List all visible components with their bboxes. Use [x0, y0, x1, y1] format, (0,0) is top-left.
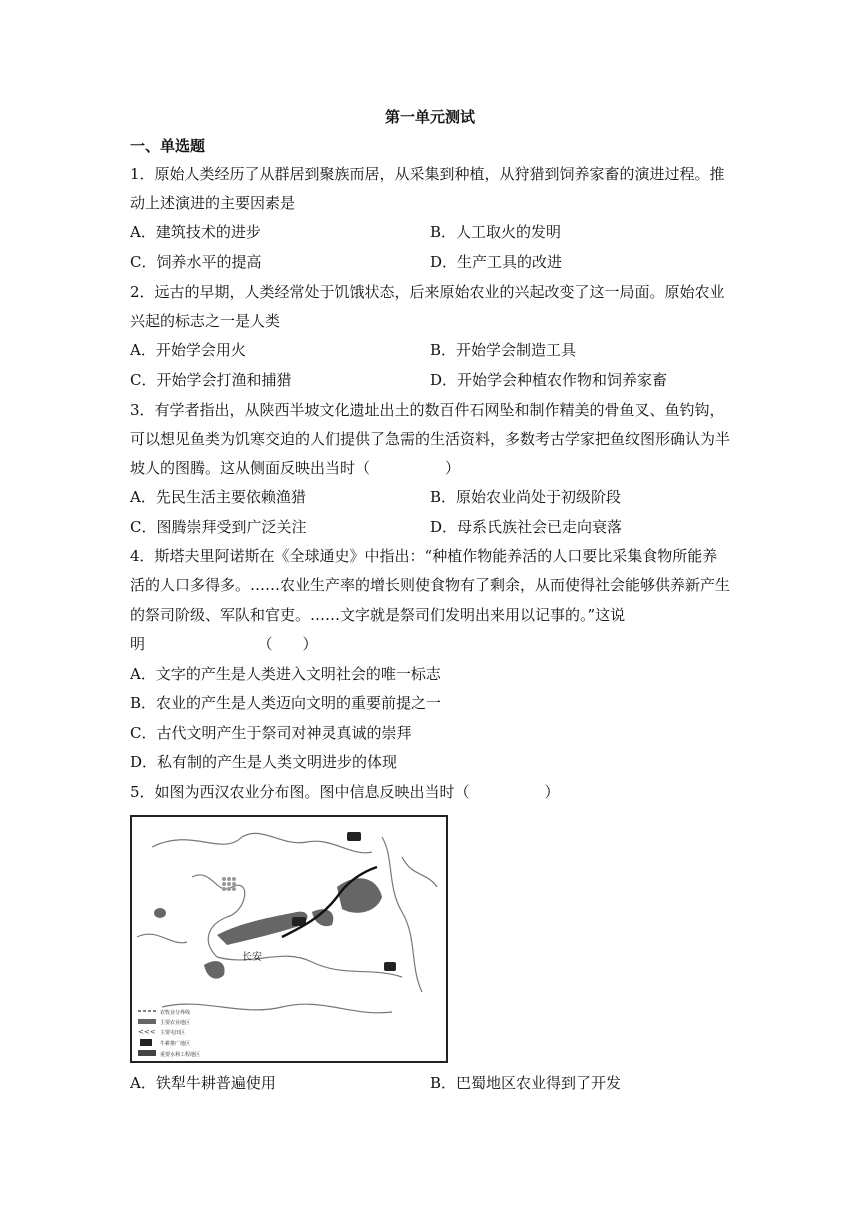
q4-option-d: D．私有制的产生是人类文明进步的体现 [130, 753, 398, 771]
main-agricultural-areas [154, 878, 382, 978]
q1-stem-line1: 1．原始人类经历了从群居到聚族而居，从采集到种植，从狩猎到饲养家畜的演进过程。推 [130, 165, 725, 183]
q4-stem-line4: 明 （ ） [130, 635, 318, 653]
q3-option-a: A．先民生活主要依赖渔猎 [130, 488, 306, 506]
svg-text:<<<: <<< [138, 1028, 156, 1036]
q2-option-a: A．开始学会用火 [130, 341, 246, 359]
map-legend [138, 1009, 200, 1058]
q2-stem-line2: 兴起的标志之一是人类 [130, 312, 281, 330]
q3-option-d: D．母系氏族社会已走向衰落 [430, 518, 623, 536]
legend-item-boundary: 农牧业分界线 [160, 1010, 191, 1016]
q1-stem-line2: 动上述演进的主要因素是 [130, 194, 296, 212]
q1-option-a: A．建筑技术的进步 [130, 223, 261, 241]
q5-stem-line1: 5．如图为西汉农业分布图。图中信息反映出当时（ ） [130, 783, 560, 801]
q3-stem-line1: 3．有学者指出，从陕西半坡文化遗址出土的数百件石网坠和制作精美的骨鱼叉、鱼钓钩， [130, 401, 725, 419]
q3-option-c: C．图腾崇拜受到广泛关注 [130, 518, 307, 536]
legend-item-tuntian: 主要屯田区 [160, 1030, 186, 1036]
legend-item-water: 重要水利工程地区 [160, 1052, 201, 1058]
q4-stem-line3: 的祭司阶级、军队和官吏。……文字就是祭司们发明出来用以记事的。”这说 [130, 606, 626, 624]
tuntian-areas [222, 877, 236, 891]
q4-stem-line1: 4．斯塔夫里阿诺斯在《全球通史》中指出：“种植作物能养活的人口要比采集食物所能养 [130, 547, 718, 565]
q1-option-c: C．饲养水平的提高 [130, 253, 262, 271]
q3-stem-line2: 可以想见鱼类为饥寒交迫的人们提供了急需的生活资料，多数考古学家把鱼纹图形确认为半 [130, 430, 731, 448]
page-title: 第一单元测试 [384, 108, 475, 126]
q4-stem-line2: 活的人口多得多。……农业生产率的增长则使食物有了剩余，从而使得社会能够供养新产生 [130, 576, 731, 594]
q2-option-c: C．开始学会打渔和捕猎 [130, 371, 292, 389]
q1-option-d: D．生产工具的改进 [430, 253, 563, 271]
q5-option-a: A．铁犁牛耕普遍使用 [130, 1074, 276, 1092]
western-han-agriculture-map [130, 815, 448, 1063]
q4-option-a: A．文字的产生是人类进入文明社会的唯一标志 [130, 665, 441, 683]
legend-item-ox: 牛耕推广地区 [160, 1041, 191, 1047]
section-heading: 一、单选题 [130, 137, 206, 155]
q5-option-b: B．巴蜀地区农业得到了开发 [430, 1074, 622, 1092]
q2-option-b: B．开始学会制造工具 [430, 341, 577, 359]
changan-label: 长安 [242, 952, 262, 963]
q4-option-c: C．古代文明产生于祭司对神灵真诚的崇拜 [130, 724, 412, 742]
q2-option-d: D．开始学会种植农作物和饲养家畜 [430, 371, 668, 389]
legend-item-agri: 主要农业地区 [160, 1020, 191, 1026]
q1-option-b: B．人工取火的发明 [430, 223, 562, 241]
q3-option-b: B．原始农业尚处于初级阶段 [430, 488, 622, 506]
q2-stem-line1: 2．远古的早期，人类经常处于饥饿状态，后来原始农业的兴起改变了这一局面。原始农业 [130, 283, 725, 301]
q3-stem-line3: 坡人的图腾。这从侧面反映出当时（ ） [130, 459, 461, 477]
q4-option-b: B．农业的产生是人类迈向文明的重要前提之一 [130, 694, 442, 712]
